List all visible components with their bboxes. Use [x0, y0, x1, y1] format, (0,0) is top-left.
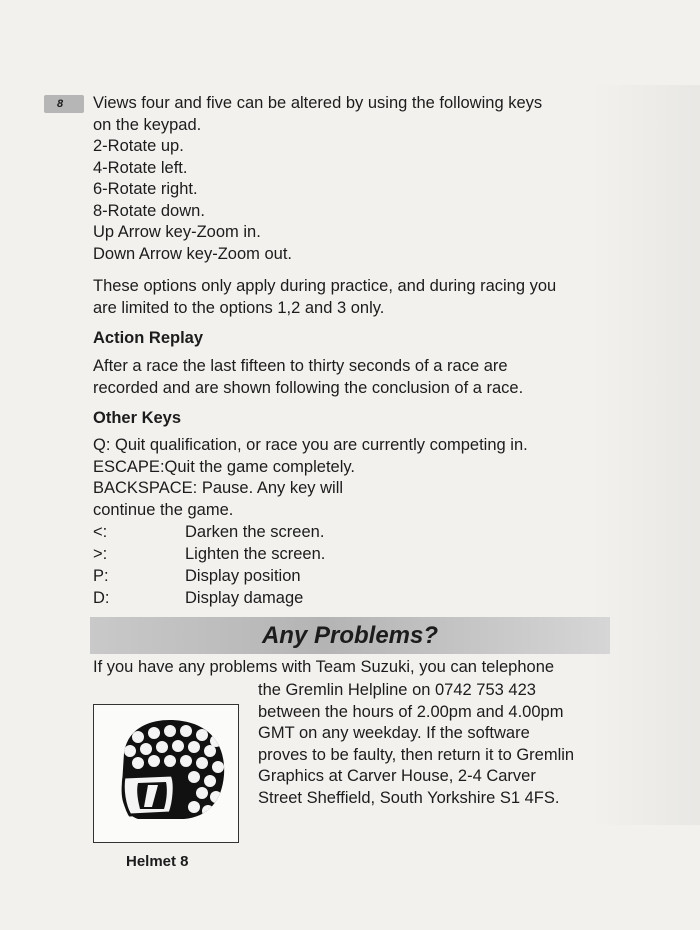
text-line: 6-Rotate right. [93, 180, 198, 198]
key-row [93, 587, 613, 609]
text-line: proves to be faulty, then return it to Gremlin [258, 745, 575, 764]
key-label: >: [93, 545, 108, 563]
page-number-tab: 8 [44, 95, 84, 113]
text-line: between the hours of 2.00pm and 4.00pm [258, 702, 564, 721]
text-line: the Gremlin Helpline on 0742 753 423 [258, 681, 536, 699]
text-line: ESCAPE:Quit the game completely. [93, 457, 355, 476]
text-line: If you have any problems with Team Suzuki, you can telephone [93, 658, 555, 676]
other-keys-section [93, 407, 613, 609]
text-line: 4-Rotate left. [93, 158, 188, 177]
section-heading: Other Keys [93, 409, 182, 427]
text-line: BACKSPACE: Pause. Any key will [93, 479, 344, 497]
key-action: Display damage [185, 589, 304, 607]
text-line: Q: Quit qualification, or race you are currently competing in. [93, 436, 528, 454]
keypad-instructions [93, 93, 613, 265]
key-label: D: [93, 589, 110, 607]
text-line: Up Arrow key-Zoom in. [93, 223, 261, 241]
problems-intro [93, 657, 613, 679]
text-line: GMT on any weekday. If the software [258, 724, 530, 742]
text-line: 8-Rotate down. [93, 201, 205, 220]
banner-title: Any Problems? [261, 622, 439, 649]
key-action: Lighten the screen. [185, 545, 326, 563]
text-line: These options only apply during practice, and during racing you [93, 277, 557, 295]
helmet-illustration [93, 704, 239, 843]
text-line: Views four and five can be altered by using the following keys [93, 94, 543, 112]
key-action: Darken the screen. [185, 523, 325, 541]
helmet-icon [94, 705, 238, 842]
text-line: Graphics at Carver House, 2-4 Carver [258, 767, 536, 785]
key-row [93, 543, 613, 565]
text-line: 2-Rotate up. [93, 137, 184, 155]
key-label: P: [93, 567, 109, 585]
section-heading: Action Replay [93, 329, 204, 347]
text-line: are limited to the options 1,2 and 3 only. [93, 298, 385, 317]
text-line: Street Sheffield, South Yorkshire S1 4FS. [258, 788, 560, 807]
text-line: Down Arrow key-Zoom out. [93, 244, 292, 263]
any-problems-banner [90, 617, 610, 654]
text-line: on the keypad. [93, 115, 202, 134]
figure-caption: Helmet 8 [126, 853, 189, 870]
text-line: continue the game. [93, 500, 234, 519]
options-paragraph [93, 276, 613, 319]
key-label: <: [93, 523, 108, 541]
text-line: After a race the last fifteen to thirty seconds of a race are [93, 357, 508, 375]
helpline-paragraph [258, 680, 618, 809]
text-line: recorded and are shown following the conclusion of a race. [93, 378, 524, 397]
action-replay-section [93, 327, 613, 399]
key-row [93, 521, 613, 543]
key-row [93, 565, 613, 587]
key-action: Display position [185, 567, 301, 585]
